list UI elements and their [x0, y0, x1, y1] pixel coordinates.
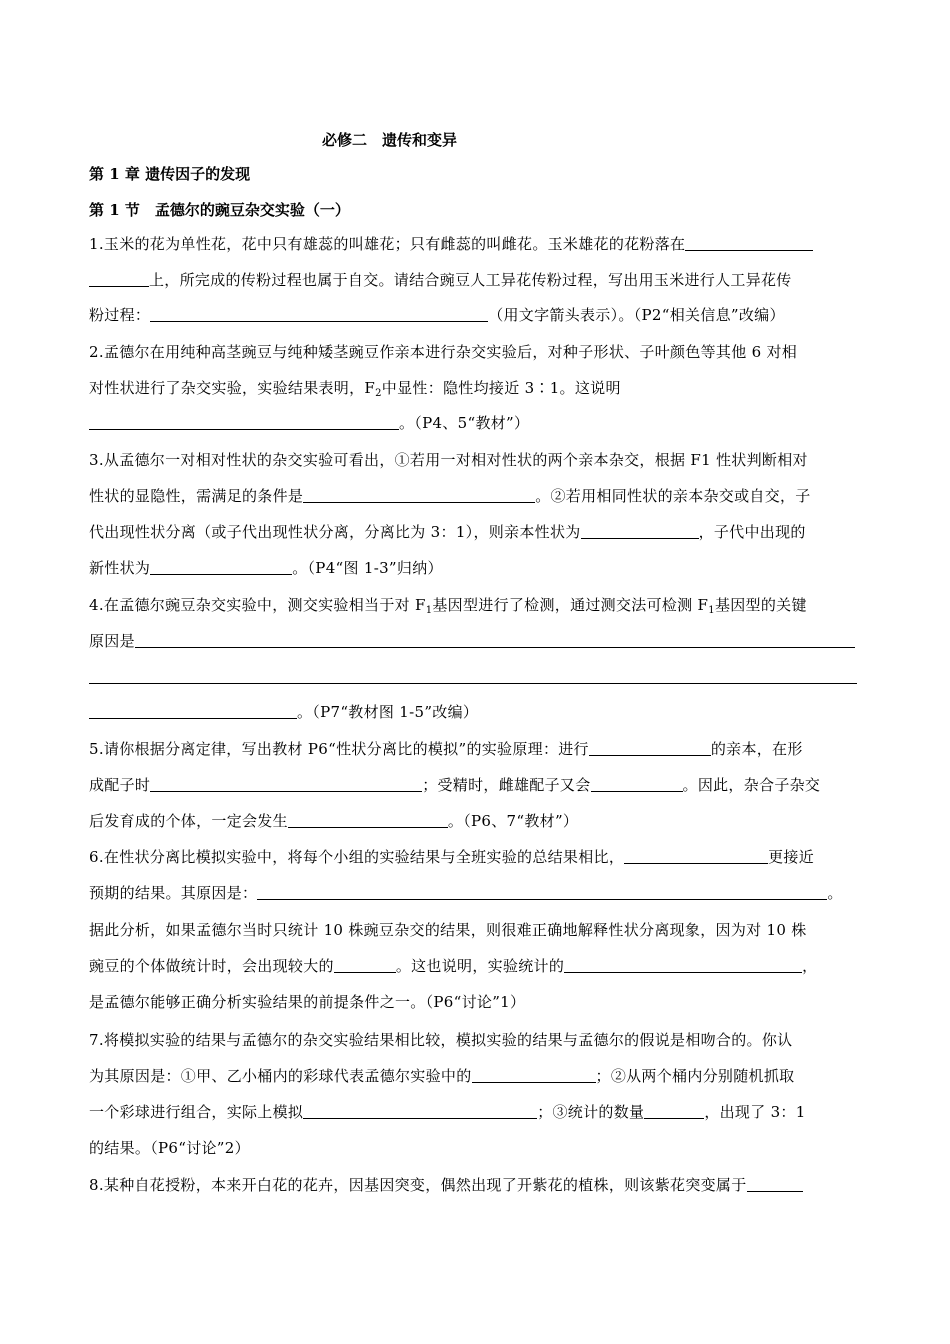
answer-blank[interactable] — [564, 957, 802, 973]
answer-blank[interactable] — [135, 632, 855, 648]
question-7-line-3: 一个彩球进行组合，实际上模拟 ；③统计的数量 ，出现了 3：1 — [89, 1103, 806, 1121]
question-2-line-3: 。（P4、5“教材”） — [89, 413, 864, 433]
question-6-line-2: 预期的结果。其原因是： 。 — [89, 884, 843, 902]
question-4-line-4: 。（P7“教材图 1-5”改编） — [89, 702, 864, 722]
answer-blank[interactable] — [334, 957, 396, 973]
answer-blank[interactable] — [303, 1103, 537, 1119]
answer-blank[interactable] — [89, 668, 857, 684]
answer-blank[interactable] — [150, 559, 292, 575]
answer-blank[interactable] — [89, 703, 297, 719]
answer-blank[interactable] — [747, 1176, 803, 1192]
answer-blank[interactable] — [150, 306, 488, 322]
answer-blank[interactable] — [89, 271, 149, 287]
question-7-line-4: 的结果。（P6“讨论”2） — [89, 1139, 250, 1157]
answer-blank[interactable] — [150, 776, 422, 792]
question-3-line-3: 代出现性状分离（或子代出现性状分离，分离比为 3：1），则亲本性状为 ，子代中出现的 — [89, 523, 806, 541]
question-2-line-1: 2.孟德尔在用纯种高茎豌豆与纯种矮茎豌豆作亲本进行杂交实验后，对种子形状、子叶颜色等其他 6 对相 — [89, 343, 798, 361]
answer-blank[interactable] — [581, 523, 699, 539]
document-title: 必修二 遗传和变异 — [322, 131, 458, 149]
answer-blank[interactable] — [644, 1103, 704, 1119]
question-5-line-1: 5.请你根据分离定律，写出教材 P6“性状分离比的模拟”的实验原理：进行 的亲本，在形 — [89, 740, 803, 758]
answer-blank[interactable] — [89, 414, 399, 430]
question-4-line-1: 4.在孟德尔豌豆杂交实验中，测交实验相当于对 $F_1$基因型进行了检测，通过测交法可检测 $F_1$基因型的关键 — [89, 596, 807, 616]
section-heading: 第 1 节 孟德尔的豌豆杂交实验（一） — [89, 201, 350, 219]
question-2-line-2: 对性状进行了杂交实验，实验结果表明，$F_2$中显性：隐性均接近 3∶1。这说明 — [89, 379, 621, 399]
question-6-line-1: 6.在性状分离比模拟实验中，将每个小组的实验结果与全班实验的总结果相比， 更接近 — [89, 848, 815, 866]
question-6-line-4: 豌豆的个体做统计时，会出现较大的 。这也说明，实验统计的 ， — [89, 957, 818, 975]
question-8-line-1: 8.某种自花授粉，本来开白花的花卉，因基因突变，偶然出现了开紫花的植株，则该紫花突变属于 — [89, 1175, 864, 1195]
answer-blank[interactable] — [257, 884, 827, 900]
question-5-line-2: 成配子时 ；受精时，雌雄配子又会 。因此，杂合子杂交 — [89, 776, 821, 794]
answer-blank[interactable] — [624, 848, 768, 864]
answer-blank[interactable] — [288, 812, 448, 828]
question-3-line-1: 3.从孟德尔一对相对性状的杂交实验可看出，①若用一对相对性状的两个亲本杂交，根据 F1 性状判断相对 — [89, 451, 808, 469]
answer-blank[interactable] — [303, 487, 535, 503]
question-4-line-2: 原因是 — [89, 631, 864, 651]
answer-blank[interactable] — [589, 740, 711, 756]
question-6-line-3: 据此分析，如果孟德尔当时只统计 10 株豌豆杂交的结果，则很难正确地解释性状分离现象，因为对 10 株 — [89, 921, 807, 939]
question-1-line-3: 粉过程： （用文字箭头表示）。（P2“相关信息”改编） — [89, 306, 785, 324]
question-1-line-2: 上，所完成的传粉过程也属于自交。请结合豌豆人工异花传粉过程，写出用玉米进行人工异花传 — [89, 270, 864, 290]
question-1-line-1: 1.玉米的花为单性花，花中只有雄蕊的叫雄花；只有雌蕊的叫雌花。玉米雄花的花粉落在 — [89, 234, 864, 254]
question-6-line-5: 是孟德尔能够正确分析实验结果的前提条件之一。（P6“讨论”1） — [89, 993, 526, 1011]
question-3-line-2: 性状的显隐性，需满足的条件是 。②若用相同性状的亲本杂交或自交，子 — [89, 487, 811, 505]
question-4-line-3 — [89, 667, 864, 687]
answer-blank[interactable] — [685, 235, 813, 251]
question-3-line-4: 新性状为 。（P4“图 1-3”归纳） — [89, 559, 443, 577]
answer-blank[interactable] — [472, 1067, 596, 1083]
chapter-heading: 第 1 章 遗传因子的发现 — [89, 165, 251, 183]
question-7-line-2: 为其原因是：①甲、乙小桶内的彩球代表孟德尔实验中的 ；②从两个桶内分别随机抓取 — [89, 1067, 795, 1085]
question-7-line-1: 7.将模拟实验的结果与孟德尔的杂交实验结果相比较，模拟实验的结果与孟德尔的假说是相吻合的。你认 — [89, 1031, 793, 1049]
answer-blank[interactable] — [591, 776, 683, 792]
question-5-line-3: 后发育成的个体，一定会发生 。（P6、7“教材”） — [89, 812, 579, 830]
